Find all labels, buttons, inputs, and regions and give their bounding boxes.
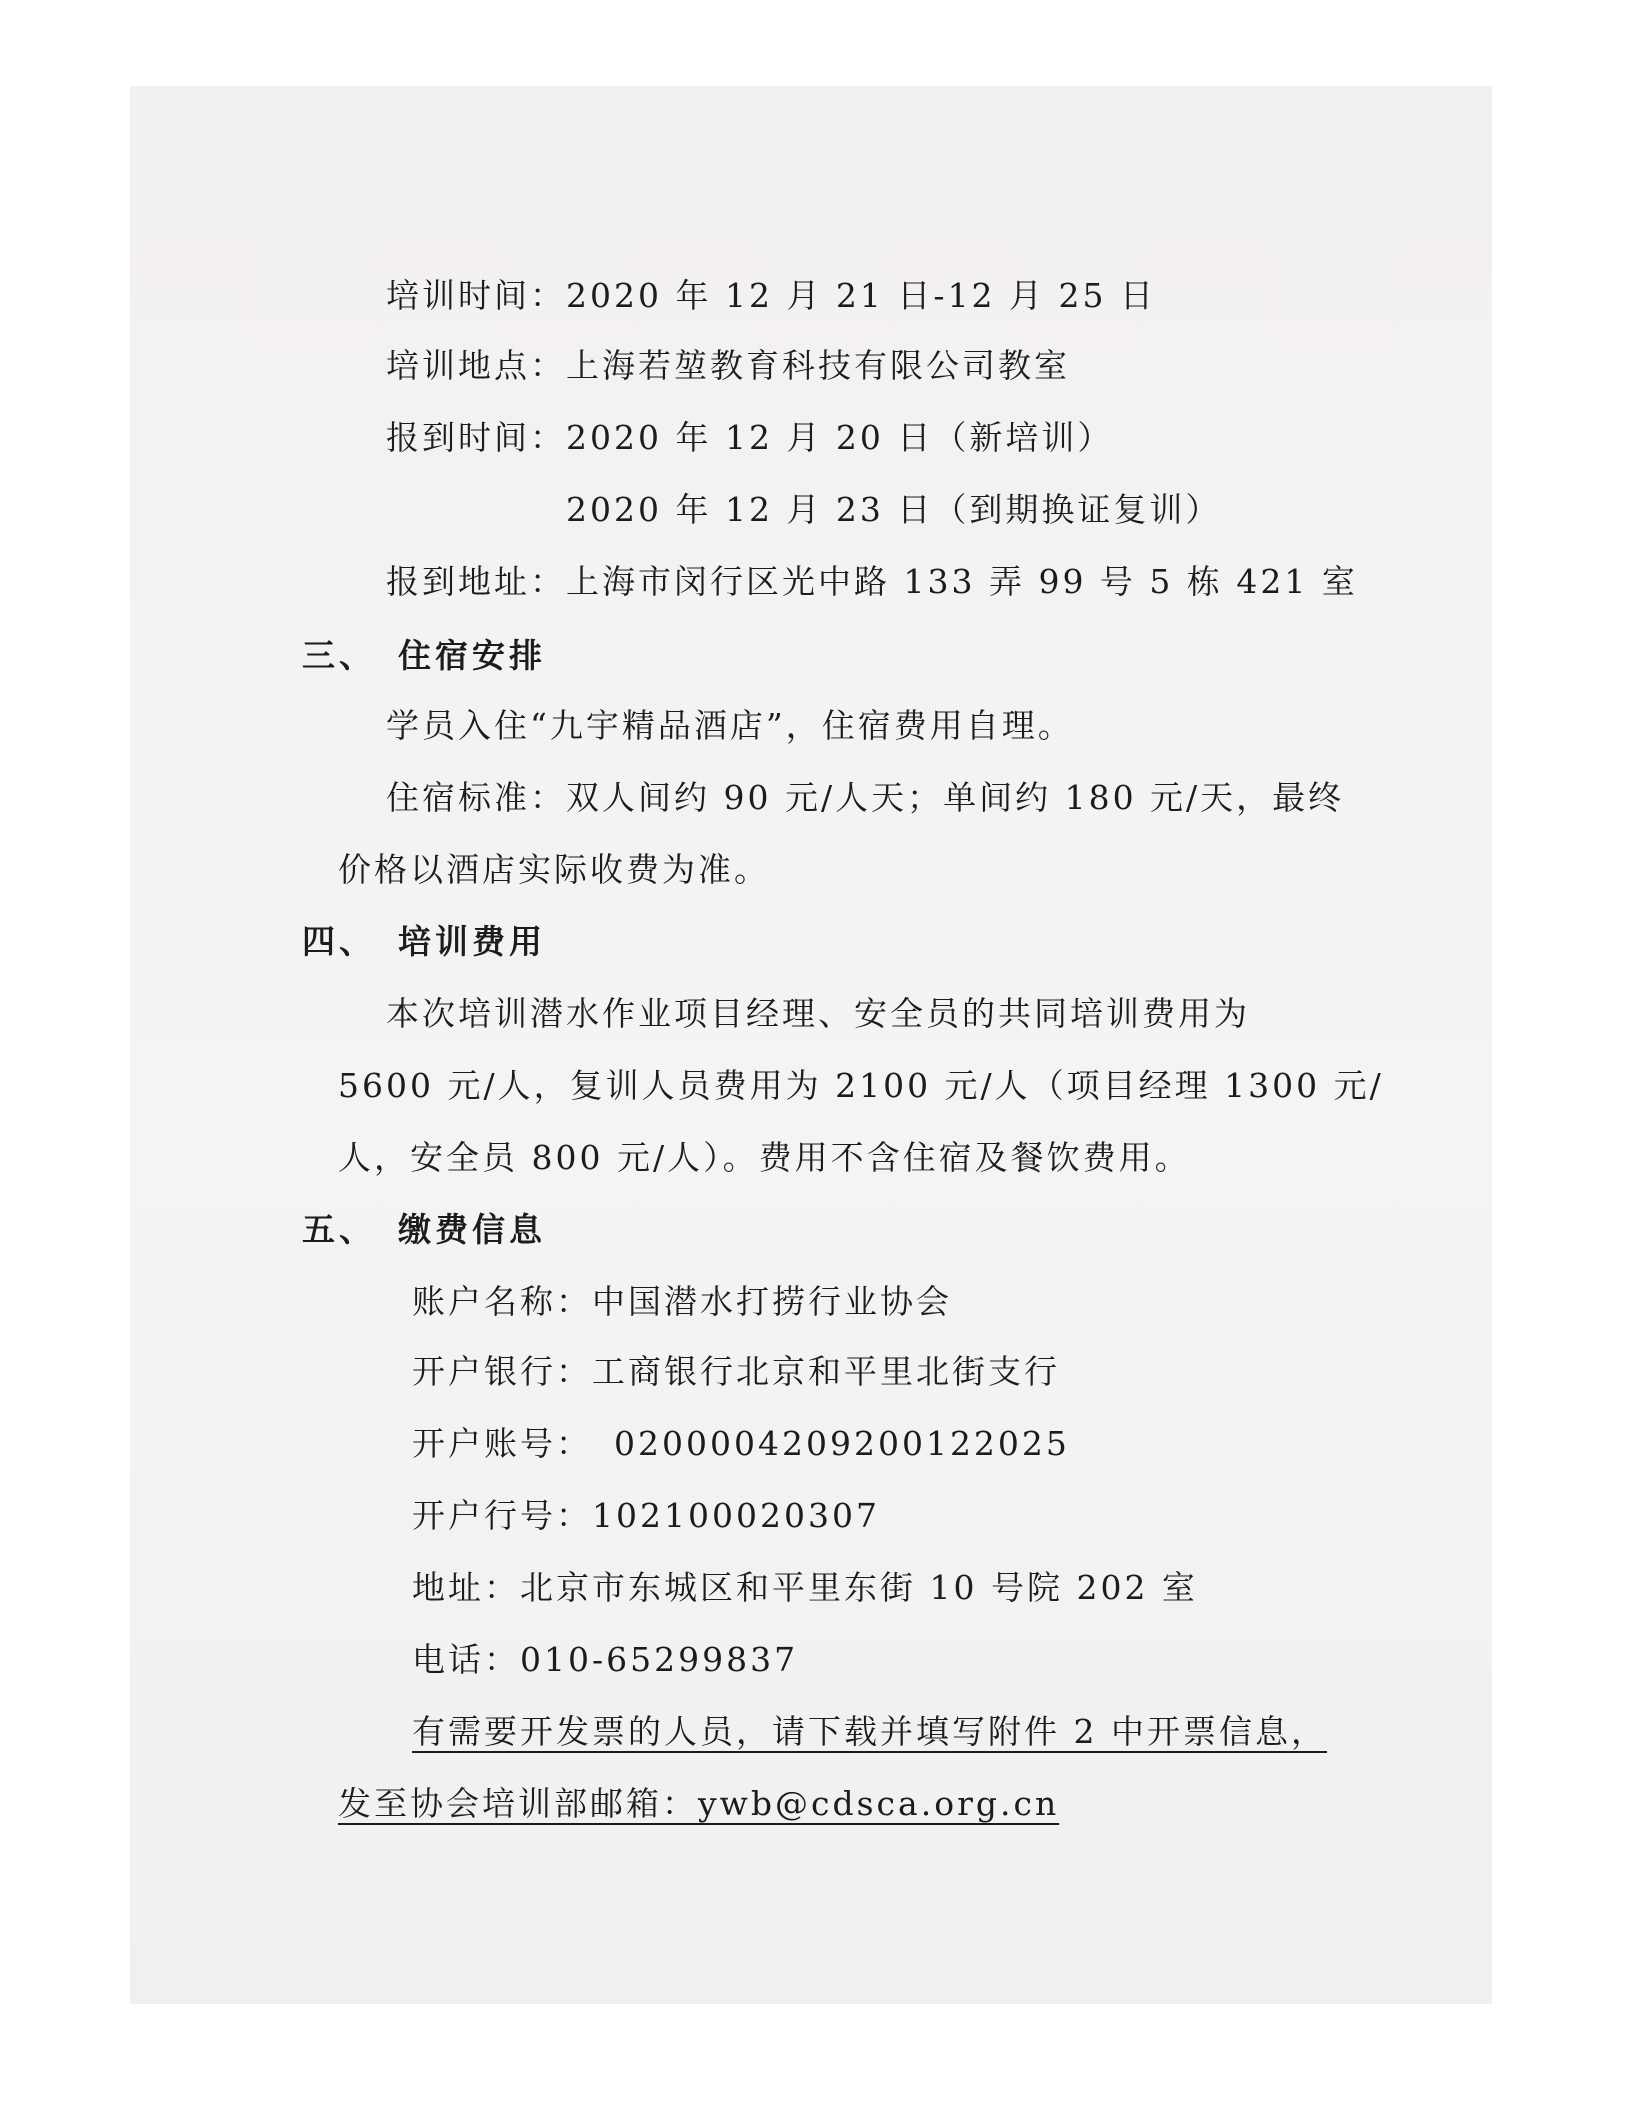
account-number: 0200004209200122025 — [614, 1424, 1070, 1463]
bank-name: 开户银行：工商银行北京和平里北街支行 — [412, 1352, 1060, 1391]
section3-heading — [302, 636, 546, 676]
bank-code: 开户行号：102100020307 — [412, 1496, 880, 1535]
section4-title: 培训费用 — [398, 922, 546, 961]
section3-number: 三、 — [302, 636, 376, 675]
checkin-address: 报到地址：上海市闵行区光中路 133 弄 99 号 5 栋 421 室 — [386, 562, 1358, 601]
section3-title: 住宿安排 — [398, 636, 546, 675]
bank-address: 地址：北京市东城区和平里东街 10 号院 202 室 — [412, 1568, 1198, 1607]
section3-paragraph2-line1: 住宿标准：双人间约 90 元/人天；单间约 180 元/天，最终 — [386, 778, 1345, 817]
phone-number: 电话：010-65299837 — [412, 1640, 799, 1679]
account-number-line — [412, 1424, 1070, 1464]
invoice-note-line2: 发至协会培训部邮箱：ywb@cdsca.org.cn — [338, 1784, 1060, 1823]
section4-line2: 5600 元/人，复训人员费用为 2100 元/人（项目经理 1300 元/ — [338, 1066, 1384, 1105]
checkin-time: 报到时间：2020 年 12 月 20 日（新培训） — [386, 418, 1114, 457]
section5-number: 五、 — [302, 1210, 376, 1249]
section5-title: 缴费信息 — [398, 1210, 546, 1249]
training-location: 培训地点：上海若堃教育科技有限公司教室 — [386, 346, 1070, 385]
section5-heading — [302, 1210, 546, 1250]
section3-paragraph1: 学员入住“九宇精品酒店”，住宿费用自理。 — [386, 706, 1074, 745]
section4-line1: 本次培训潜水作业项目经理、安全员的共同培训费用为 — [386, 994, 1250, 1033]
section3-paragraph2-line2: 价格以酒店实际收费为准。 — [338, 850, 770, 889]
section4-line3: 人，安全员 800 元/人）。费用不含住宿及餐饮费用。 — [338, 1138, 1191, 1177]
section4-heading — [302, 922, 546, 962]
section4-number: 四、 — [302, 922, 376, 961]
checkin-time-renewal: 2020 年 12 月 23 日（到期换证复训） — [566, 490, 1222, 529]
account-number-label: 开户账号： — [412, 1424, 592, 1463]
invoice-note-line1: 有需要开发票的人员，请下载并填写附件 2 中开票信息， — [412, 1712, 1327, 1751]
account-name: 账户名称：中国潜水打捞行业协会 — [412, 1282, 952, 1321]
training-time: 培训时间：2020 年 12 月 21 日-12 月 25 日 — [386, 276, 1157, 315]
